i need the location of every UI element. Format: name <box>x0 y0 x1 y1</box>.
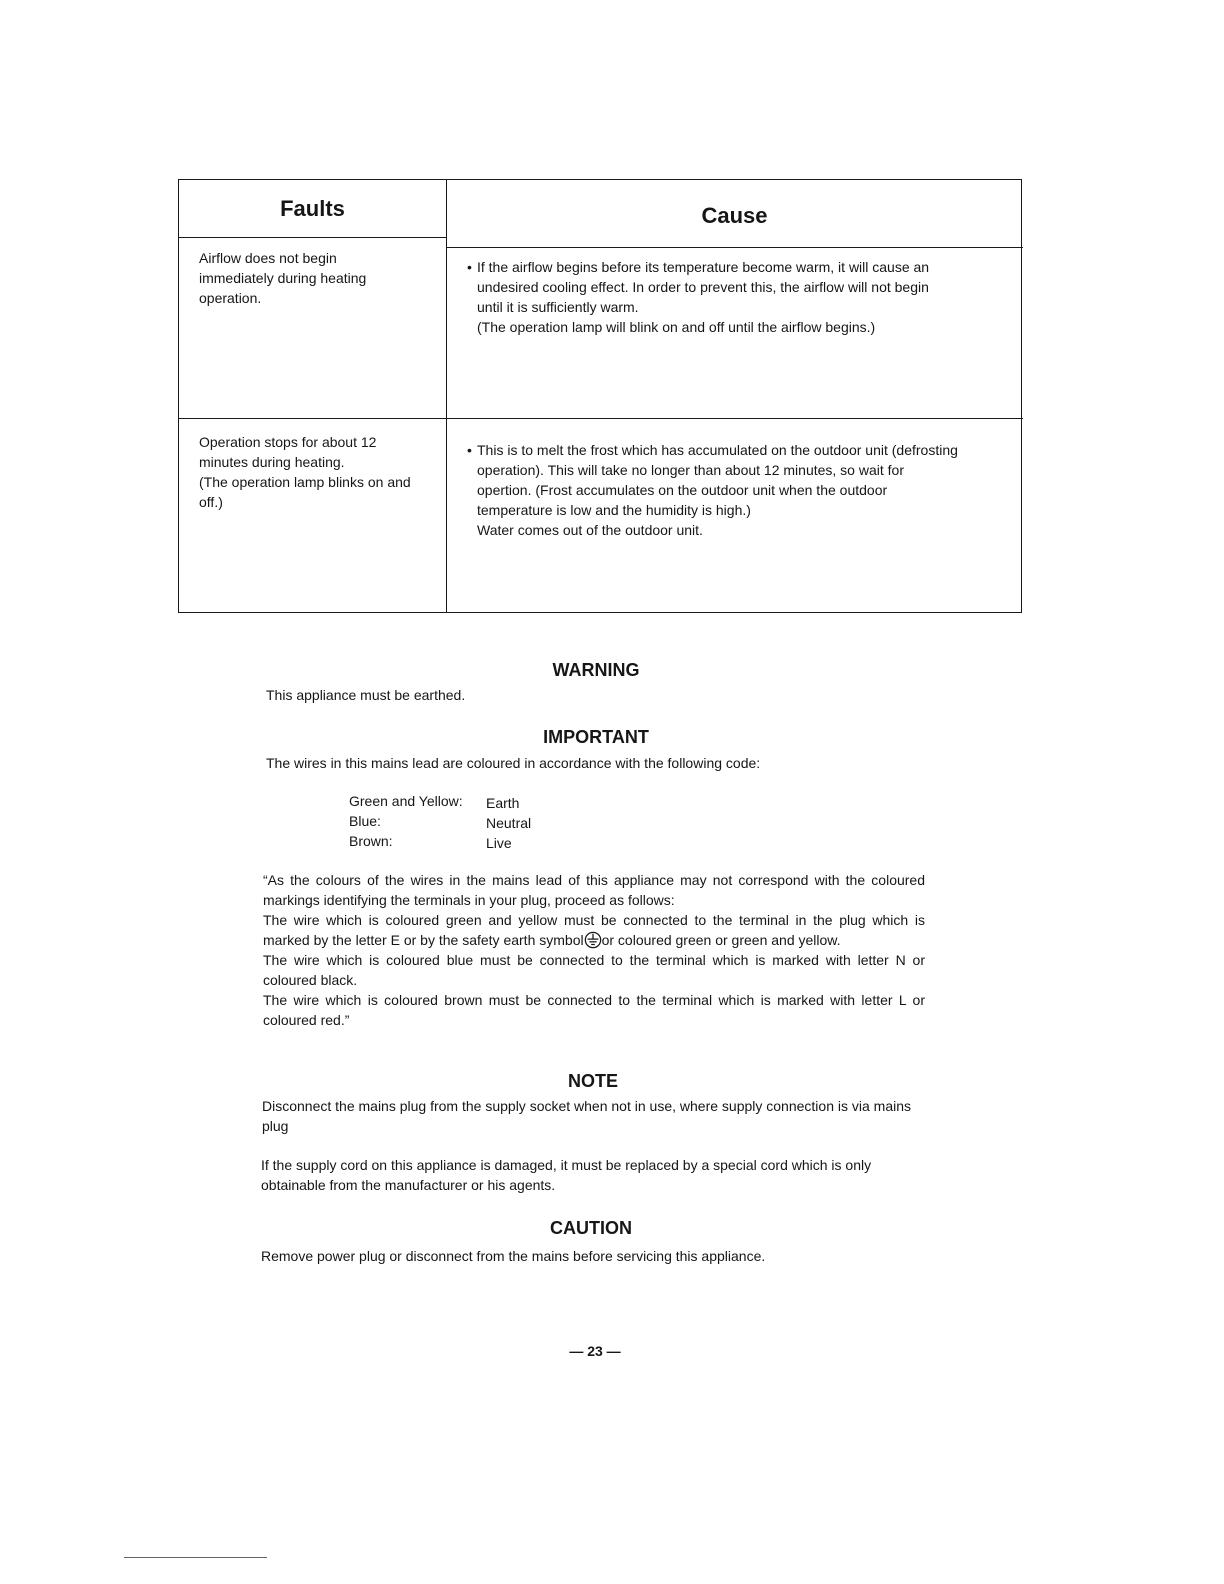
caution-title: CAUTION <box>550 1218 632 1238</box>
warning-title: WARNING <box>552 660 640 680</box>
fault-line: operation. <box>199 290 262 306</box>
wiring-paragraph-earth <box>263 910 925 950</box>
faults-table <box>178 179 1022 613</box>
earth-text-before: The wire which is coloured green and yellow must be connected to the terminal in the plug which is marked by the letter E or by the safety earth symbol <box>263 912 925 948</box>
wire-colour: Brown: <box>349 833 393 849</box>
cause-line: undesired cooling effect. In order to prevent this, the airflow will not begin <box>477 279 929 295</box>
cause-cell <box>467 257 1017 337</box>
fault-cell <box>199 432 444 512</box>
header-divider-left <box>179 237 446 238</box>
cause-line: Water comes out of the outdoor unit. <box>477 522 703 538</box>
note-paragraph: If the supply cord on this appliance is damaged, it must be replaced by a special cord which is only obtainable from the manufacturer or his agents. <box>261 1157 872 1193</box>
wiring-paragraph: “As the colours of the wires in the mains lead of this appliance may not correspond with the coloured markings identifying the terminals in your plug, proceed as follows: <box>263 872 925 908</box>
note-paragraph: Disconnect the mains plug from the supply socket when not in use, where supply connection is via mains plug <box>262 1098 912 1134</box>
caution-text: Remove power plug or disconnect from the mains before servicing this appliance. <box>261 1248 766 1264</box>
cause-line: operation). This will take no longer than about 12 minutes, so wait for <box>477 462 904 478</box>
warning-text: This appliance must be earthed. <box>266 687 466 703</box>
earth-text-after: or coloured green or green and yellow. <box>601 932 841 948</box>
wire-meaning: Live <box>486 835 512 851</box>
cause-line: (The operation lamp will blink on and off until the airflow begins.) <box>477 319 876 335</box>
fault-line: (The operation lamp blinks on and <box>199 474 411 490</box>
faults-header: Faults <box>280 196 345 221</box>
fault-cell <box>199 248 439 308</box>
wire-colour: Blue: <box>349 813 381 829</box>
fault-line: immediately during heating <box>199 270 367 286</box>
bullet: • <box>467 442 472 458</box>
note-title: NOTE <box>567 1071 618 1091</box>
cause-line: opertion. (Frost accumulates on the outdoor unit when the outdoor <box>477 482 888 498</box>
bullet: • <box>467 259 472 275</box>
cause-line: temperature is low and the humidity is high.) <box>477 502 751 518</box>
fault-line: off.) <box>199 494 223 510</box>
wiring-paragraph: The wire which is coloured blue must be connected to the terminal which is marked with letter N or coloured black. <box>263 952 925 988</box>
fault-line: Operation stops for about 12 <box>199 434 377 450</box>
page-number: — 23 — <box>569 1343 621 1359</box>
wire-meaning: Earth <box>486 795 520 811</box>
cause-line: until it is sufficiently warm. <box>477 299 639 315</box>
footer-rule <box>124 1557 267 1558</box>
cause-header: Cause <box>701 203 768 228</box>
wire-colour: Green and Yellow: <box>349 793 463 809</box>
important-title: IMPORTANT <box>543 727 649 747</box>
fault-line: minutes during heating. <box>199 454 345 470</box>
important-intro: The wires in this mains lead are coloured in accordance with the following code: <box>266 755 761 771</box>
row-divider <box>179 418 1023 419</box>
wiring-paragraph: The wire which is coloured brown must be connected to the terminal which is marked with letter L or coloured red.” <box>263 992 925 1028</box>
fault-line: Airflow does not begin <box>199 250 337 266</box>
wire-meaning: Neutral <box>486 815 532 831</box>
header-divider-right <box>446 247 1023 248</box>
earth-symbol-icon <box>584 931 602 949</box>
cause-line: If the airflow begins before its temperature become warm, it will cause an <box>477 259 930 275</box>
table-column-divider <box>446 180 447 612</box>
cause-line: This is to melt the frost which has accumulated on the outdoor unit (defrosting <box>477 442 958 458</box>
cause-cell <box>467 440 1022 540</box>
wiring-instructions <box>263 870 925 1030</box>
